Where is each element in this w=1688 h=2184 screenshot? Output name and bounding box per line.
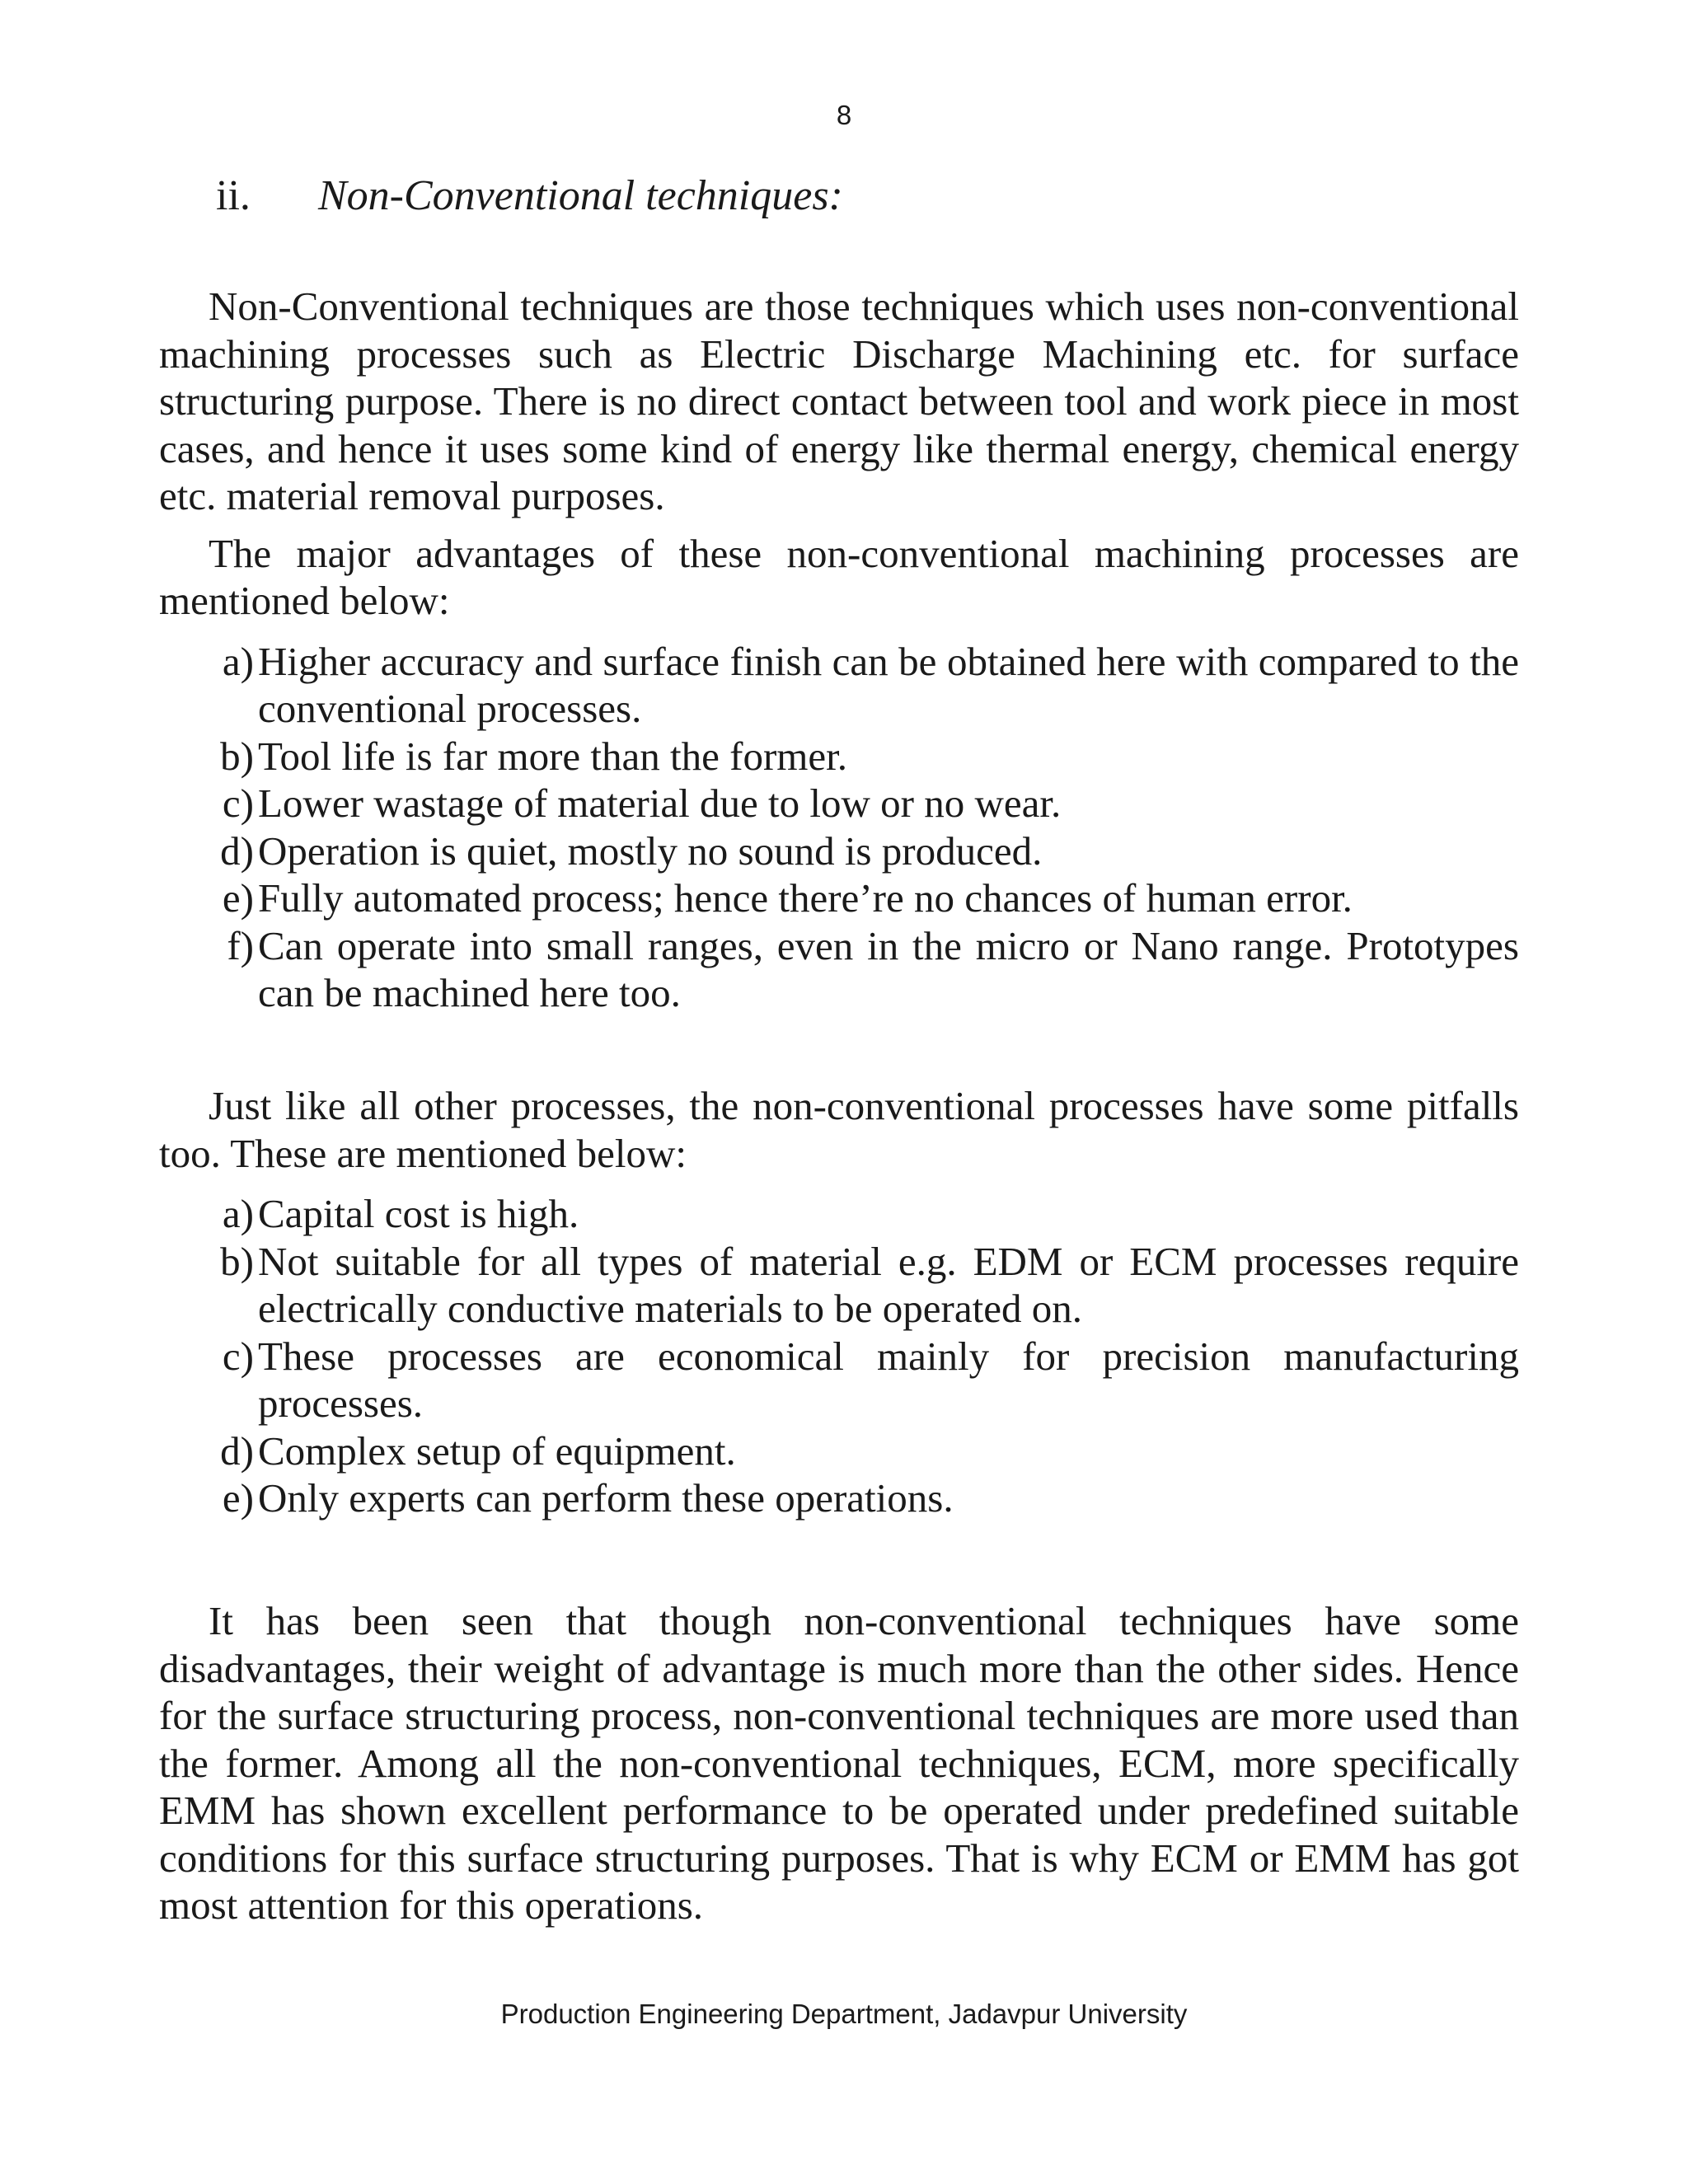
- list-marker: b): [220, 733, 254, 779]
- list-item-text: Complex setup of equipment.: [258, 1427, 736, 1474]
- list-item: [159, 1474, 1519, 1522]
- list-item-text: Not suitable for all types of material e.g. EDM or ECM processes require electrically conductive materials to be operated on.: [258, 1238, 1519, 1331]
- list-item-text: Fully automated process; hence there’re no chances of human error.: [258, 875, 1353, 921]
- pitfalls-block: [159, 1082, 1519, 1522]
- pitfalls-list: [159, 1190, 1519, 1522]
- list-item-text: Higher accuracy and surface finish can be obtained here with compared to the conventional processes.: [258, 638, 1519, 731]
- page-footer: Production Engineering Department, Jadavpur University: [500, 1999, 1188, 2029]
- list-item: [159, 874, 1519, 922]
- conclusion-block: [159, 1597, 1519, 1929]
- list-marker: c): [222, 1333, 254, 1379]
- list-item: [159, 733, 1519, 780]
- list-item-text: Can operate into small ranges, even in the micro or Nano range. Prototypes can be machined here too.: [258, 922, 1519, 1015]
- list-item: [159, 1190, 1519, 1238]
- list-item: [159, 780, 1519, 827]
- list-marker: d): [220, 827, 254, 874]
- list-item-text: Lower wastage of material due to low or no wear.: [258, 780, 1062, 826]
- list-marker: d): [220, 1427, 254, 1474]
- list-item: [159, 922, 1519, 1017]
- list-marker: e): [222, 875, 254, 921]
- list-item-text: Capital cost is high.: [258, 1191, 579, 1236]
- list-marker: c): [222, 780, 254, 826]
- list-item: [159, 1427, 1519, 1475]
- list-item-text: Only experts can perform these operations.: [258, 1475, 954, 1521]
- conclusion-paragraph: It has been seen that though non-conventional techniques have some disadvantages, their weight of advantage is much more than the other sides. Hence for the surface structuring process, non-conventional techniques are more used than the former. Among all the non-conventional techniques, ECM, more specifically EMM has shown excellent performance to be operated under predefined suitable conditions for this surface structuring purposes. That is why ECM or EMM has got most attention for this operations.: [159, 1598, 1519, 1928]
- list-item-text: Operation is quiet, mostly no sound is produced.: [258, 827, 1043, 874]
- intro-paragraph: Non-Conventional techniques are those techniques which uses non-conventional machining processes such as Electric Discharge Machining etc. for surface structuring purpose. There is no direct contact between tool and work piece in most cases, and hence it uses some kind of energy like thermal energy, chemical energy etc. material removal purposes.: [159, 284, 1519, 518]
- page-number: 8: [836, 100, 852, 130]
- pitfalls-intro-paragraph: Just like all other processes, the non-conventional processes have some pitfalls too. These are mentioned below:: [159, 1083, 1519, 1176]
- list-marker: e): [222, 1475, 254, 1521]
- intro-block: [159, 283, 1519, 1017]
- section-title: Non-Conventional techniques:: [318, 172, 843, 219]
- list-item: [159, 1333, 1519, 1427]
- advantages-list: [159, 638, 1519, 1017]
- list-item: [159, 638, 1519, 733]
- list-item: [159, 1238, 1519, 1333]
- list-item: [159, 827, 1519, 875]
- section-heading: [216, 170, 843, 223]
- section-numeral: ii.: [216, 172, 251, 219]
- list-marker: f): [227, 922, 254, 968]
- advantages-intro-paragraph: The major advantages of these non-conventional machining processes are mentioned below:: [159, 530, 1519, 623]
- list-marker: a): [222, 638, 254, 684]
- list-marker: b): [220, 1238, 254, 1284]
- list-item-text: These processes are economical mainly for precision manufacturing processes.: [258, 1333, 1519, 1426]
- list-item-text: Tool life is far more than the former.: [258, 733, 847, 779]
- list-marker: a): [222, 1191, 254, 1236]
